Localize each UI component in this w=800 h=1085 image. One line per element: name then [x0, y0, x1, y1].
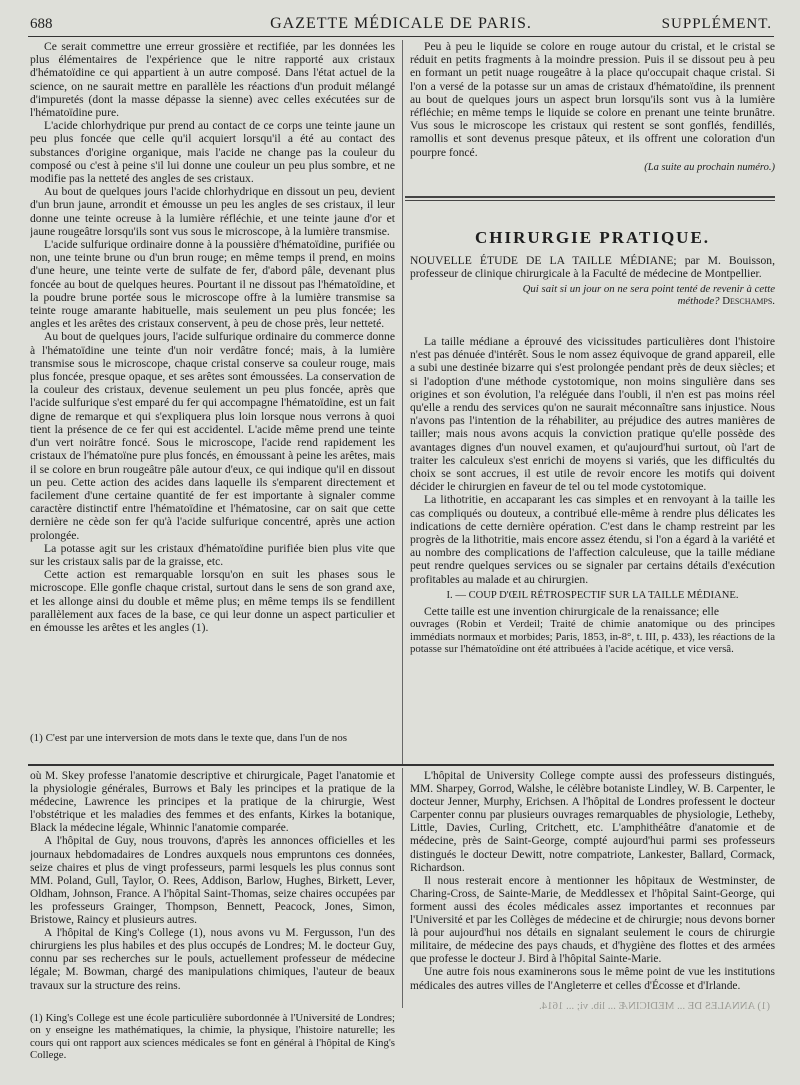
paragraph: Au bout de quelques jours, l'acide sulfurique ordinaire du commerce donne à l'hématoïdine une teinte d'un noir verdâtre foncé; mais, à la lumière transmise sous le microscope, chaque cristal conserve sa couleur rouge, mais plus foncée, presque opaque, et ses arêtes sont émoussées. La conservation de la couleur des cristaux, devenue seulement un peu plus foncée, après que l'acide sulfurique s'est emparé du fer qui accompagne l'hématoïdine, est un fait digne de remarque et qui s'expliquera plus loin lorsque nous verrons à quoi tient la présence de ce fer qui est accidentel. L'acide même prend une teinte d'un vert noirâtre foncé. Sous le microscope, l'acide rend rapidement les cristaux de l'hématoïne pure plus foncés, en émoussant à peine les arêtes, mais il se colore en brun rougeâtre pâle autour d'eux, ce qui indique qu'il en dissout un peu. Cette action des acides dans laquelle ils s'emparent directement et facilement d'une certaine quantité de fer est importante à signaler comme caractère distinctif entre l'hématoïdine et l'hématosine, car on sait que cette dernière ne cède son fer qu'à l'acide sulfurique concentré, après une action prolongée.: [30, 330, 395, 542]
article-subheading: I. — COUP D'ŒIL RÉTROSPECTIF SUR LA TAILLE MÉDIANE.: [446, 589, 739, 601]
paragraph: L'acide sulfurique ordinaire donne à la poussière d'hématoïdine, purifiée ou non, une teinte brune ou d'un brun rouge; en même temps il prend, en moins d'une heure, une teinte verte de sulfate de fer, d'abord pâle, devenant plus foncée au bout de quelques heures. Pourtant il ne dissout pas l'hématoïdine, et la poudre brune portée sous le microscope offre à la lumière transmise sa teinte rouge amarante habituelle, mais seulement un peu plus foncée; les angles et les arêtes des cristaux conservent, à peu de chose près, leur netteté.: [30, 238, 395, 331]
epigraph-author: Deschamps.: [722, 295, 775, 307]
article-footnote: ouvrages (Robin et Verdeil; Traité de chimie anatomique ou des principes immédiats normaux et morbides; Paris, 1853, in-8°, t. III, p. 433), les réactions de la potasse sur l'hématoïdine ont été attribuées à l'acide acétique, et vice versâ.: [410, 618, 775, 656]
continuation-note: (La suite au prochain numéro.): [644, 161, 775, 173]
bleed-through-text: (1) ANNALES DE ... MEDICINÆ ... lib. vi; ... 1614.: [539, 1000, 770, 1012]
horizontal-rule: [28, 764, 774, 766]
page-number: 688: [30, 16, 53, 32]
left-column: [30, 40, 395, 740]
paragraph: Au bout de quelques jours l'acide chlorhydrique en dissout un peu, devient d'un brun jaune, arrondit et émousse un peu les angles de ses cristaux, il leur donne une teinte ocreuse à la lumière réfléchie, et une teinte jaune d'or et jaune rougeâtre lorsqu'ils sont vus sous le microscope, à la lumière transmise.: [30, 185, 395, 238]
section-label: SUPPLÉMENT.: [661, 16, 772, 32]
headline-lead: NOUVELLE ÉTUDE DE LA TAILLE MÉDIANE;: [410, 254, 677, 267]
page-header: [28, 14, 774, 37]
paragraph: A l'hôpital de Guy, nous trouvons, d'après les annonces officielles et les journaux hebdomadaires de Londres auxquels nous empruntons ces données, seize chaires et plus de vingt professeurs, parmi lesquels les plus connus sont MM. Poland, Gull, Taylor, O. Rees, Addison, Barlow, Hughes, Birkett, Lever, Oldham, Johnson, France. A l'hôpital Saint-Thomas, seize chaires occupées par les professeurs Grainger, Thompson, Bennett, Peacock, Jones, Simon, Bristowe, Raincy et plusieurs autres.: [30, 835, 395, 927]
article-headline: [410, 254, 775, 280]
article-body: [410, 335, 775, 755]
column-divider: [402, 40, 403, 765]
paragraph: où M. Skey professe l'anatomie descriptive et chirurgicale, Paget l'anatomie et la physiologie générales, Burrows et Baly les principes et la pratique de la médecine, Lawrence les principes et la pratique de la chirurgie, West l'obstétrique et les maladies des femmes et des enfants, Kirkes la botanique, Black la médecine légale, Whinnic l'anatomie comparée.: [30, 770, 395, 835]
bottom-footnote: (1) King's College est une école particulière subordonnée à l'Université de Londres; on y enseigne les mathématiques, la chimie, la physique, l'histoire naturelle; les cours qui ont rapport aux sciences médicales se font en général à l'hôpital de King's College.: [30, 1012, 395, 1062]
paragraph: La potasse agit sur les cristaux d'hématoïdine purifiée bien plus vite que sur les cristaux salis par de la graisse, etc.: [30, 541, 395, 568]
paragraph: Cette action est remarquable lorsqu'on en suit les phases sous le microscope. Elle gonfle chaque cristal, surtout dans le sens de son grand axe, et les allonge ainsi du double et même plus; en même temps ils se fendillent parallèlement aux faces de la base, ce qui leur donne un aspect particulier et en émousse les arêtes et les angles (1).: [30, 568, 395, 634]
section-rule-thin: [405, 200, 775, 201]
headline-rest: par M. Bouisson, professeur de clinique chirurgicale à la Faculté de médecine de Montpellier.: [410, 254, 775, 280]
bottom-right-column: [410, 770, 775, 995]
paragraph: Cette taille est une invention chirurgicale de la renaissance; elle: [424, 605, 719, 619]
epigraph: [500, 283, 775, 307]
article-header: [410, 228, 775, 307]
paragraph: L'hôpital de University College compte aussi des professeurs distingués, MM. Sharpey, Gorrod, Walshe, le célèbre botaniste Lindley, W. B. Carpenter, le docteur Jenner, Murphy, Erichsen. A l'hôpital de Londres professent le docteur Carpenter connu par plusieurs ouvrages remarquables de physiologie, Letheby, Little, Davies, Curling, Critchett, etc. L'amphithéâtre d'anatomie et de médecine, près de Saint-George, compté aujourd'hui parmi ses professeurs distingués le docteur Dewitt, notre compatriote, Lankester, Ballard, Cormack, Richardson.: [410, 770, 775, 874]
paragraph: Il nous resterait encore à mentionner les hôpitaux de Westminster, de Charing-Cross, de Sainte-Marie, de Meddlessex et l'hôpital Saint-George, qui forment aussi des écoles médicales assez importantes et reconnues par l'Université et par les Collèges de médecine et de chirurgie; nous devons borner là pour aujourd'hui nos détails en signalant seulement le cours de chirurgie militaire, de médecine des pays chauds, et d'hygiène des flottes et des armées que professe le docteur J. Bird à l'hôpital Sainte-Marie.: [410, 874, 775, 966]
right-column-top: [410, 40, 775, 193]
paragraph: La lithotritie, en accaparant les cas simples et en renvoyant à la taille les cas compliqués ou douteux, a contribué elle-même à rendre plus délicates les indications de cette dernière opération. C'est dans le champ restreint par les progrès de la lithotritie, mais encore assez étendu, si l'on a égard à la variété et au nombre des complications de l'affection calculeuse, que la taille médiane peut rendre quelques services ou se signaler par certains détails d'exécution profitables au malade et au chirurgien.: [410, 493, 775, 586]
paragraph: Ce serait commettre une erreur grossière et rectifiée, par les données les plus élémentaires de l'expérience que le nitre rapporté aux cristaux d'hématoïdine ce qui appartient à un autre composé. Dans l'état actuel de la science, on ne saurait mettre en parallèle les réactions d'un produit mélangé d'impuretés (dont la masse dépasse la sienne) avec celles exécutées sur de l'hématoïdine pure.: [30, 40, 395, 120]
paragraph: Peu à peu le liquide se colore en rouge autour du cristal, et le cristal se réduit en petits fragments à la moindre pression. Puis il se dissout peu à peu en formant un petit nuage rougeâtre à la place qu'occupait chaque cristal. Si l'on a versé de la potasse sur un amas de cristaux d'hématoïdine, ils prennent au bout de quelques jours un aspect brun lorsqu'ils sont vus à la lumière réfléchie; en même temps le liquide se colore en prenant une teinte brunâtre. Vus sous le microscope les cristaux qui restent se sont gonflés, fendillés, ramollis et sont devenus presque pâteux, et ils offrent une coloration d'un pourpre foncé.: [410, 40, 775, 159]
column-divider-bottom: [402, 768, 403, 1008]
footnote-left: (1) C'est par une interversion de mots dans le texte que, dans l'un de nos: [30, 732, 348, 744]
section-rule: [405, 196, 775, 198]
paragraph: Une autre fois nous examinerons sous le même point de vue les institutions médicales des autres villes de l'Angleterre et celles d'Écosse et d'Irlande.: [410, 966, 775, 992]
bottom-left-column: [30, 770, 395, 1010]
paragraph: A l'hôpital de King's College (1), nous avons vu M. Fergusson, l'un des chirurgiens les plus habiles et des plus occupés de Londres; M. le docteur Guy, connu par ses recherches sur le pouls, actuellement professeur de médecine légale; M. Bowman, chargé des manipulations chimiques, l'auteur de beaux travaux sur la structure des reins.: [30, 927, 395, 992]
section-title: CHIRURGIE PRATIQUE.: [474, 228, 711, 247]
paragraph: L'acide chlorhydrique pur prend au contact de ce corps une teinte jaune un peu plus foncée que celle qu'il acquiert lorsqu'il a été au contact des substances d'origine organique, mais l'acide ne change pas la couleur du composé ou c'est à peine s'il lui donne une couleur un peu plus sombre, et ne modifie pas la netteté des angles de ses cristaux.: [30, 119, 395, 186]
epigraph-text: Qui sait si un jour on ne sera point tenté de revenir à cette méthode?: [522, 283, 775, 307]
paragraph: La taille médiane a éprouvé des vicissitudes particulières dont l'histoire n'est pas dénuée d'intérêt. Sous le nom assez équivoque de grand appareil, elle a subi une destinée bizarre qui s'est prolongée pendant près de deux siècles; et si l'adoption d'une méthode cystotomique, non moins singulière dans ses origines et son évolution, l'a reléguée dans l'oubli, il n'en est pas moins réel qu'elle a rendu des services qu'on ne saurait méconnaître sans injustice. Nous n'avons pas l'intention de la réhabiliter, au préjudice des autres manières de tailler; mais nous avons acquis la conviction pratique qu'elle possède des avantages dignes d'un nouvel examen, et qu'aujourd'hui surtout, où l'art de traiter les calculeux s'est enrichi de moyens si variés, que les difficultés du choix se sont accrues, il est utile de revoir encore les motifs qui doivent décider le chirurgien en faveur de tel ou tel mode cystotomique.: [410, 335, 775, 494]
journal-title: GAZETTE MÉDICALE DE PARIS.: [270, 15, 532, 32]
